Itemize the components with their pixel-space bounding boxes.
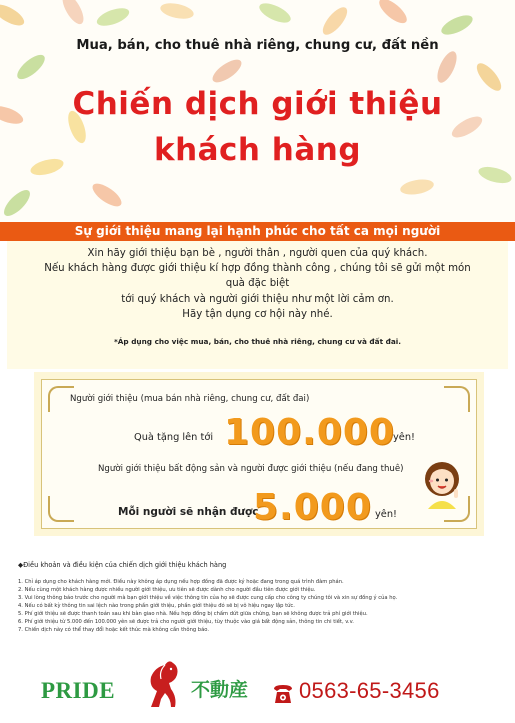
terms-item: 4. Nếu có bất kỳ thông tin sai lệch nào trong phần giới thiệu, phần giới thiệu đó sẽ bị vô hiệu ngay lập tức. [18,603,295,609]
leaf-decoration [89,180,125,211]
leaf-decoration [0,0,27,29]
leaf-decoration [439,11,476,38]
logo-kanji: 不動産 [191,679,249,701]
page-subtitle: Mua, bán, cho thuê nhà riêng, chung cư, đất nền [76,38,439,53]
slogan-banner: Sự giới thiệu mang lại hạnh phúc cho tất ca mọi người [0,222,515,241]
terms-item: 2. Nếu cùng một khách hàng được nhiều người giới thiệu, ưu tiên sẽ được dành cho người đầu tiên được giới thiệu. [18,587,316,593]
leaf-decoration [257,0,294,27]
gift-label: Quà tặng lên tới [134,432,214,443]
intro-note: *Áp dụng cho việc mua, bán, cho thuê nhà riêng, chung cư và đất đai. [113,337,402,346]
leaf-decoration [159,1,195,22]
terms-title: ◆Điều khoản và điều kiện của chiến dịch giới thiệu khách hàng [18,561,227,569]
reward-unit: yên! [393,432,415,443]
both-parties-label: Người giới thiệu bất động sản và người được giới thiệu (nếu đang thuê) [98,464,404,474]
leaf-decoration [375,0,410,27]
leaf-decoration [0,186,34,220]
leaf-decoration [433,49,460,86]
terms-item: 1. Chỉ áp dụng cho khách hàng mới. Điều này không áp dụng nếu hợp đồng đã được ký hoặc đang trong quá trình đàm phán. [18,579,344,585]
intro-line: tới quý khách và người giới thiệu như một lời cảm ơn. [121,294,394,305]
ornament-corner [444,386,470,412]
phone-number: 0563-65-3456 [299,678,440,703]
horse-logo-icon [129,657,193,711]
reward-unit: yên! [375,509,397,520]
each-person-label: Mỗi người sẽ nhận được [118,506,259,518]
intro-line: quà đặc biệt [225,278,290,289]
leaf-decoration [58,0,87,27]
reward-amount-each: 5.000 [253,487,372,528]
page-title-line1: Chiến dịch giới thiệu [72,86,443,122]
leaf-decoration [399,177,435,197]
terms-item: 3. Vui lòng thông báo trước cho người mà bạn giới thiệu về việc thông tin của họ sẽ được cung cấp cho công ty chúng tôi và xin sự đồng ý của họ. [18,595,398,601]
leaf-decoration [95,5,132,30]
intro-line: Xin hãy giới thiệu bạn bè , người thân , người quen của quý khách. [87,248,428,259]
terms-item: 5. Phí giới thiệu sẽ được thanh toán sau khi bàn giao nhà. Nếu hợp đồng bị chấm dứt giữa chừng, bạn sẽ không được trả phí giới thiệu. [18,611,368,617]
logo-wordmark: PRIDE [41,678,116,703]
referrer-label: Người giới thiệu (mua bán nhà riêng, chung cư, đất đai) [70,394,310,404]
leaf-decoration [13,51,48,84]
page-title-line2: khách hàng [153,132,362,168]
leaf-decoration [209,56,245,87]
terms-item: 7. Chiến dịch này có thể thay đổi hoặc kết thúc mà không cần thông báo. [18,627,210,633]
ornament-corner [48,496,74,522]
intro-section [7,241,508,369]
phone-icon [271,682,295,706]
intro-line: Nếu khách hàng được giới thiệu kí hợp đồng thành công , chúng tôi sẽ gửi một món [44,263,471,274]
leaf-decoration [319,3,352,38]
woman-illustration-icon [420,459,464,509]
terms-item: 6. Phí giới thiệu từ 5.000 đến 100.000 yên sẽ được trả cho người giới thiệu, tùy thuộc vào giá bất động sản, thông tin chi tiết, v.v. [18,619,354,625]
intro-line: Hãy tận dụng cơ hội này nhé. [182,309,333,320]
reward-amount-main: 100.000 [224,412,395,453]
company-logo [36,655,255,713]
